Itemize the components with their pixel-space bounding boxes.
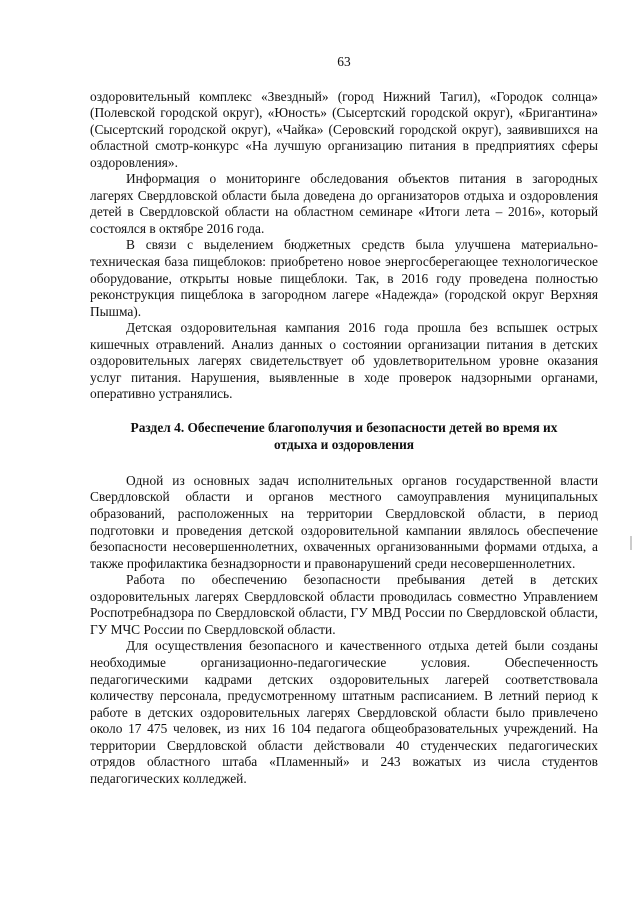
paragraph-main-tasks: Одной из основных задач исполнительных органов государственной власти Свердловской области и органов местного самоуправления муниципальных образований, расположенных на территории Свердловской области, в период подготовки и проведения детской оздоровительной кампании являлось обеспечение безопасности несовершеннолетних, охваченных организованными формами отдыха, а также профилактика безнадзорности и правонарушений среди несовершеннолетних. — [90, 472, 598, 571]
paragraph-budget-funds: В связи с выделением бюджетных средств была улучшена материально-техническая база пищеблоков: приобретено новое энергосберегающее технологическое оборудование, открыты новые пищеблоки. Так, в 2016 году проведена полностью реконструкция пищеблока в загородном лагере «Надежда» (городской округ Верхняя Пышма). — [90, 237, 598, 319]
paragraph-continuation: оздоровительный комплекс «Звездный» (город Нижний Тагил), «Городок солнца» (Полевской городской округ), «Юность» (Сысертский городской округ), «Бригантина» (Сысертский городской округ), «Чайка» (Серовский городской округ), заявившихся на областной смотр-конкурс «На лучшую организацию питания в предприятиях сферы оздоровления». — [90, 88, 598, 170]
paragraph-safety-work: Работа по обеспечению безопасности пребывания детей в детских оздоровительных лагерях Свердловской области проводилась совместно Управлением Роспотребнадзора по Свердловской области, ГУ МВД России по Свердловской области, ГУ МЧС России по Свердловской области. — [90, 572, 598, 637]
section-heading-line-2: отдыха и оздоровления — [273, 436, 415, 452]
paragraph-staffing: Для осуществления безопасного и качественного отдыха детей были созданы необходимые организационно-педагогические условия. Обеспеченность педагогическими кадрами детских оздоровительных лагерей соответствовала количеству персонала, предусмотренному штатным расписанием. В летний период к работе в детских оздоровительных лагерях Свердловской области было привлечено около 17 475 человек, из них 16 104 педагога общеобразовательных учреждений. На территории Свердловской области действовали 40 студенческих педагогических отрядов областного штаба «Пламенный» и 243 вожатых из числа студентов педагогических колледжей. — [90, 638, 598, 786]
scan-edge-mark — [630, 536, 632, 550]
section-heading — [90, 419, 598, 453]
paragraph-campaign-results: Детская оздоровительная кампания 2016 года прошла без вспышек острых кишечных отравлений. Анализ данных о состоянии организации питания в детских оздоровительных лагерях свидетельствует об удовлетворительном уровне оказания услуг питания. Нарушения, выявленные в ходе проверок надзорными органами, оперативно устранялись. — [90, 320, 598, 402]
page-number: 63 — [337, 54, 351, 69]
document-page — [90, 54, 598, 787]
paragraph-monitoring-info: Информация о мониторинге обследования объектов питания в загородных лагерях Свердловской области была доведена до организаторов отдыха и оздоровления детей в Свердловской области на областном семинаре «Итоги лета – 2016», который состоялся в октябре 2016 года. — [90, 171, 598, 236]
section-heading-line-1: Раздел 4. Обеспечение благополучия и безопасности детей во время их — [130, 419, 558, 435]
